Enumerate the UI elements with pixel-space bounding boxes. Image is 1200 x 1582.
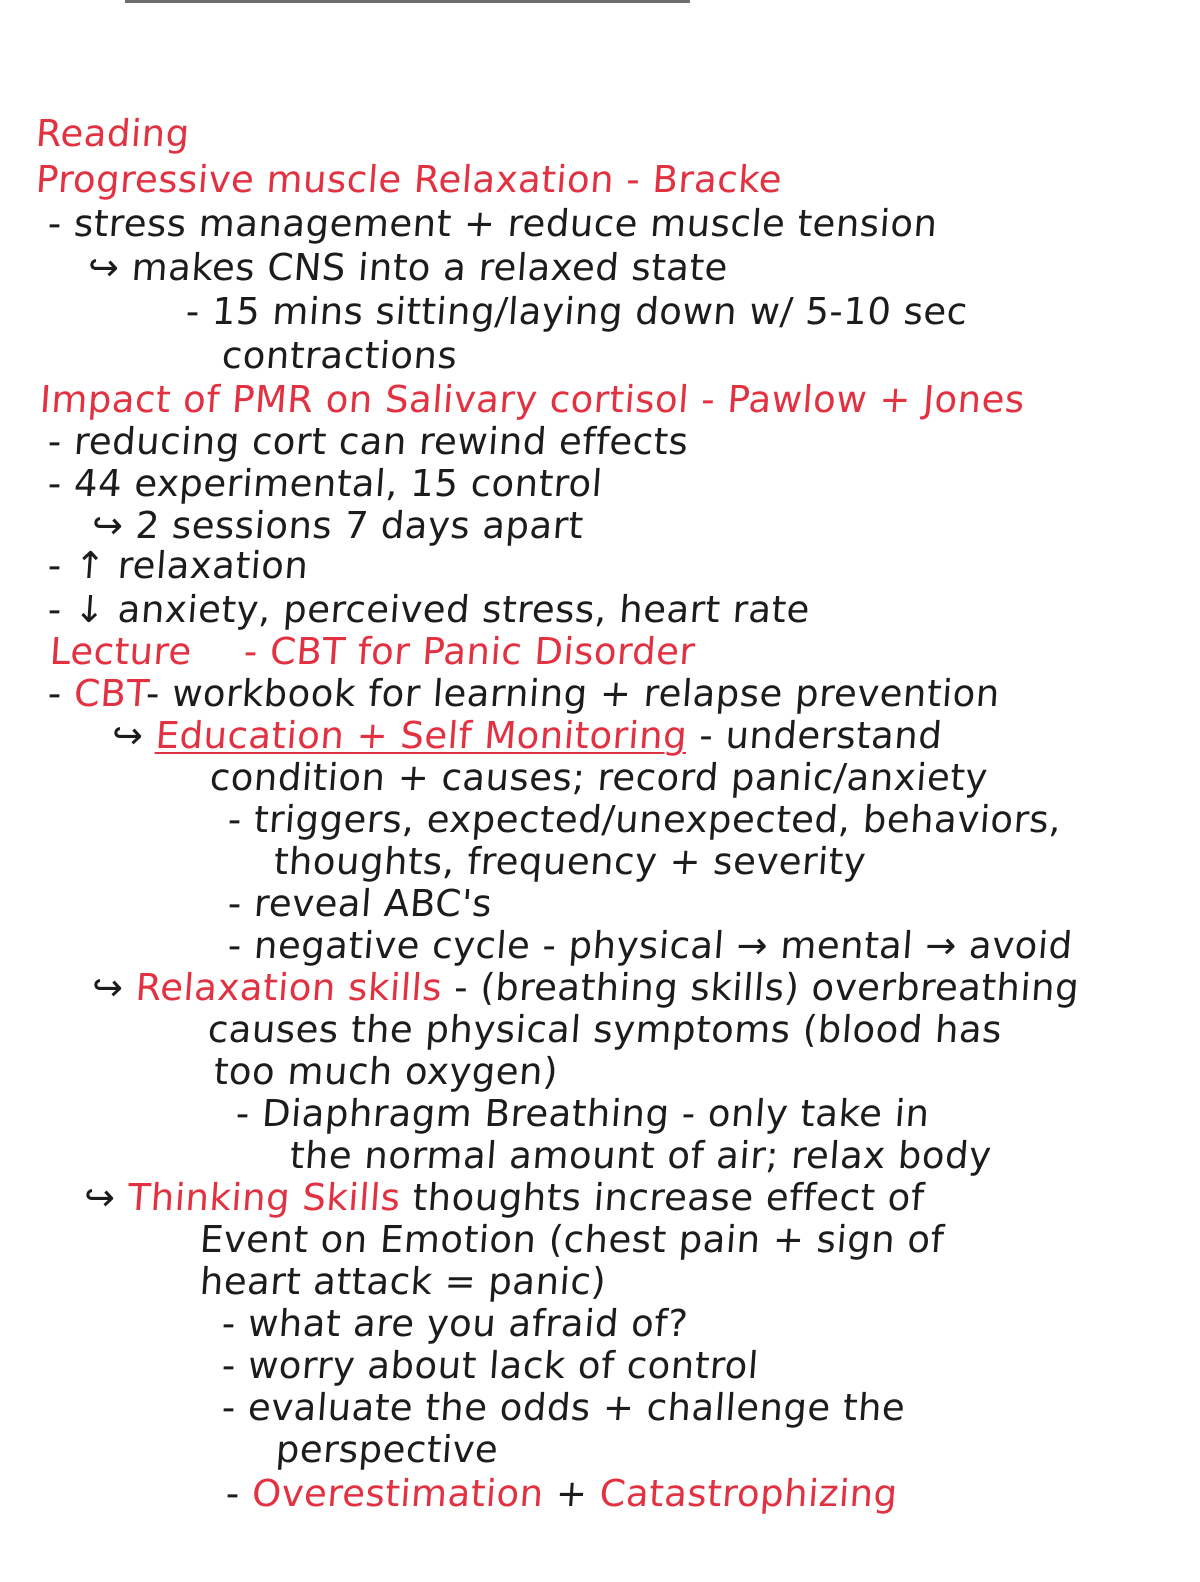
thinking-sub-4 [224, 1472, 899, 1516]
education-text: - understand [685, 714, 944, 757]
thinking-sub-4-plus: + [542, 1472, 602, 1515]
thinking-text: thoughts increase effect of [399, 1176, 926, 1219]
education-sub-2: - reveal ABC's [226, 882, 494, 925]
pmr-sub-1-cont: contractions [220, 334, 459, 377]
relaxation-sub-1-cont: the normal amount of air; relax body [288, 1134, 994, 1177]
relaxation-line [90, 966, 1080, 1010]
education-cont: condition + causes; record panic/anxiety [208, 756, 990, 799]
education-sub-1-cont: thoughts, frequency + severity [272, 840, 868, 883]
relaxation-label: Relaxation skills [134, 966, 444, 1009]
pmr-title: Progressive muscle Relaxation - Bracke [34, 158, 784, 201]
education-sub-3: - negative cycle - physical → mental → avoid [226, 924, 1075, 967]
page-top-edge [125, 0, 690, 3]
impact-title: Impact of PMR on Salivary cortisol - Pawlow + Jones [38, 378, 1027, 421]
relaxation-cont-1: causes the physical symptoms (blood has [206, 1008, 1004, 1051]
thinking-line [82, 1176, 925, 1220]
thinking-sub-3: - evaluate the odds + challenge the [220, 1386, 907, 1429]
cbt-text: - workbook for learning + relapse prevention [144, 672, 1002, 715]
pmr-sub-1: - 15 mins sitting/laying down w/ 5-10 sec [184, 290, 970, 333]
lecture-label: Lecture [48, 630, 194, 673]
catastrophizing-term: Catastrophizing [598, 1472, 900, 1515]
education-label: Education + Self Monitoring [154, 714, 689, 757]
education-sub-1: - triggers, expected/unexpected, behaviors, [226, 798, 1063, 841]
pmr-point-1: - stress management + reduce muscle tension [46, 202, 940, 245]
thinking-sub-4-dash: - [224, 1472, 254, 1515]
cbt-dash: - [46, 672, 76, 715]
relaxation-cont-2: too much oxygen) [212, 1050, 560, 1093]
thinking-label: Thinking Skills [126, 1176, 403, 1219]
impact-point-3: - ↑ relaxation [46, 544, 310, 587]
overestimation-term: Overestimation [250, 1472, 546, 1515]
education-arrow: ↪ [110, 714, 158, 757]
thinking-cont-2: heart attack = panic) [198, 1260, 608, 1303]
lecture-title: - CBT for Panic Disorder [242, 630, 697, 673]
cbt-label: CBT [72, 672, 148, 715]
relaxation-text: - (breathing skills) overbreathing [440, 966, 1081, 1009]
reading-heading: Reading [34, 112, 192, 155]
pmr-arrow-1: ↪ makes CNS into a relaxed state [86, 246, 730, 289]
impact-arrow-1: ↪ 2 sessions 7 days apart [90, 504, 586, 547]
impact-point-2: - 44 experimental, 15 control [46, 462, 605, 505]
cbt-line [46, 672, 1001, 716]
thinking-sub-2: - worry about lack of control [220, 1344, 761, 1387]
impact-point-4: - ↓ anxiety, perceived stress, heart rate [46, 588, 812, 631]
thinking-cont-1: Event on Emotion (chest pain + sign of [198, 1218, 946, 1261]
thinking-sub-3-cont: perspective [274, 1428, 500, 1471]
thinking-sub-1: - what are you afraid of? [220, 1302, 690, 1345]
lecture-heading [48, 630, 696, 674]
impact-point-1: - reducing cort can rewind effects [46, 420, 690, 463]
thinking-arrow: ↪ [82, 1176, 130, 1219]
relaxation-sub-1: - Diaphragm Breathing - only take in [234, 1092, 932, 1135]
relaxation-arrow: ↪ [90, 966, 138, 1009]
education-line [110, 714, 943, 758]
